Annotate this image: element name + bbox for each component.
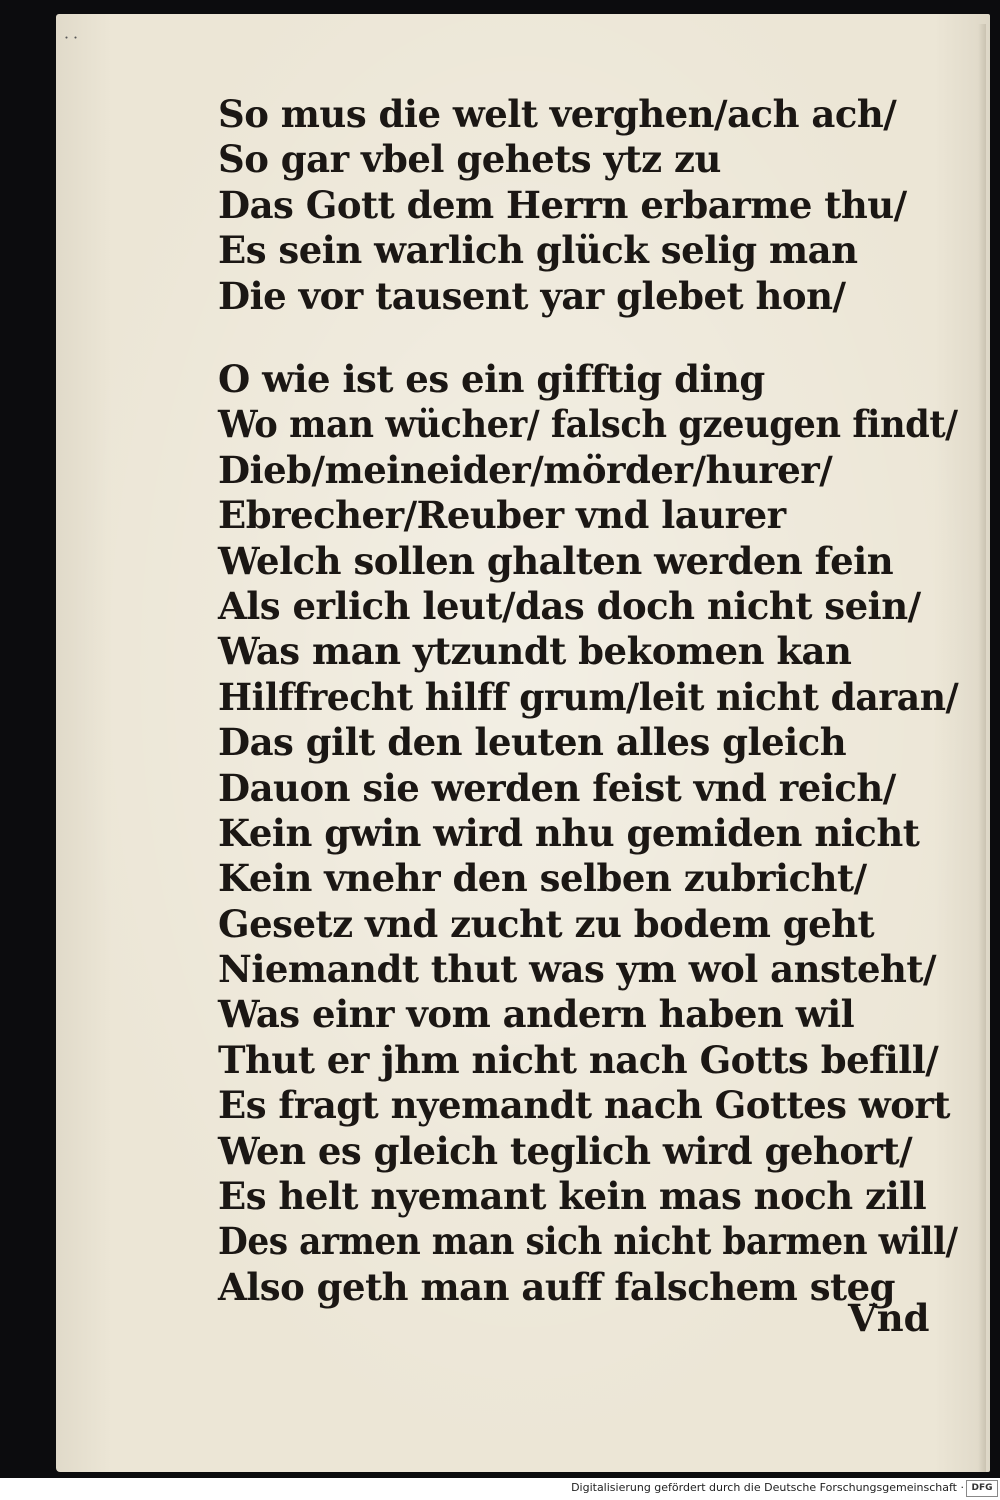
- verse-line: Kein gwin wird nhu gemiden nicht: [218, 810, 920, 855]
- verse-line: Es sein warlich glück selig man: [218, 228, 858, 273]
- catchword: Vnd: [848, 1296, 930, 1340]
- verse-line: Ebrecher/Reuber vnd laurer: [218, 493, 786, 538]
- verse-line: Des armen man sich nicht barmen will/: [218, 1219, 958, 1264]
- verse-stanza-2: [218, 357, 958, 1310]
- verse-line: Thut er jhm nicht nach Gotts befill/: [218, 1037, 939, 1082]
- verse-line: Was man ytzundt bekomen kan: [218, 629, 852, 674]
- verse-line: So mus die welt verghen/ach ach/: [218, 92, 897, 136]
- verse-line: Es fragt nyemandt nach Gottes wort: [218, 1083, 950, 1128]
- verse-line: Wen es gleich teglich wird gehort/: [218, 1128, 913, 1173]
- page-edge-shadow: [978, 24, 986, 1472]
- verse-line: Als erlich leut/das doch nicht sein/: [218, 583, 921, 628]
- footer-bar: [0, 1478, 1000, 1500]
- verse-line: Es helt nyemant kein mas noch zill: [218, 1174, 927, 1219]
- verse-line: Also geth man auff falschem steg: [218, 1264, 896, 1309]
- footer-credit: [571, 1481, 964, 1494]
- verse-line: Das Gott dem Herrn erbarme thu/: [218, 182, 907, 227]
- footer-credit-text: Digitalisierung gefördert durch die Deutsche Forschungsgemeinschaft: [571, 1481, 957, 1494]
- verse-stanza-1: [218, 92, 958, 319]
- verse-line: Dieb/meineider/mörder/hurer/: [218, 447, 833, 492]
- verse-line: Was einr vom andern haben wil: [218, 992, 855, 1037]
- margin-mark: ˙˙: [62, 34, 80, 55]
- verse-line: So gar vbel gehets ytz zu: [218, 137, 721, 182]
- verse-line: Dauon sie werden feist vnd reich/: [218, 765, 896, 810]
- verse-line: Welch sollen ghalten werden fein: [218, 538, 894, 583]
- verse-line: Hilffrecht hilff grum/leit nicht daran/: [218, 674, 959, 719]
- verse-line: O wie ist es ein gifftig ding: [218, 357, 765, 401]
- verse-line: Das gilt den leuten alles gleich: [218, 720, 847, 765]
- verse-line: Kein vnehr den selben zubricht/: [218, 856, 867, 901]
- dfg-logo-icon: DFG: [966, 1480, 998, 1497]
- verse-line: Gesetz vnd zucht zu bodem geht: [218, 901, 875, 946]
- verse-line: Wo man wücher/ falsch gzeugen findt/: [218, 402, 958, 447]
- verse-line: Die vor tausent yar glebet hon/: [218, 273, 846, 318]
- footer-separator: ·: [960, 1481, 964, 1494]
- verse-line: Niemandt thut was ym wol ansteht/: [218, 947, 937, 992]
